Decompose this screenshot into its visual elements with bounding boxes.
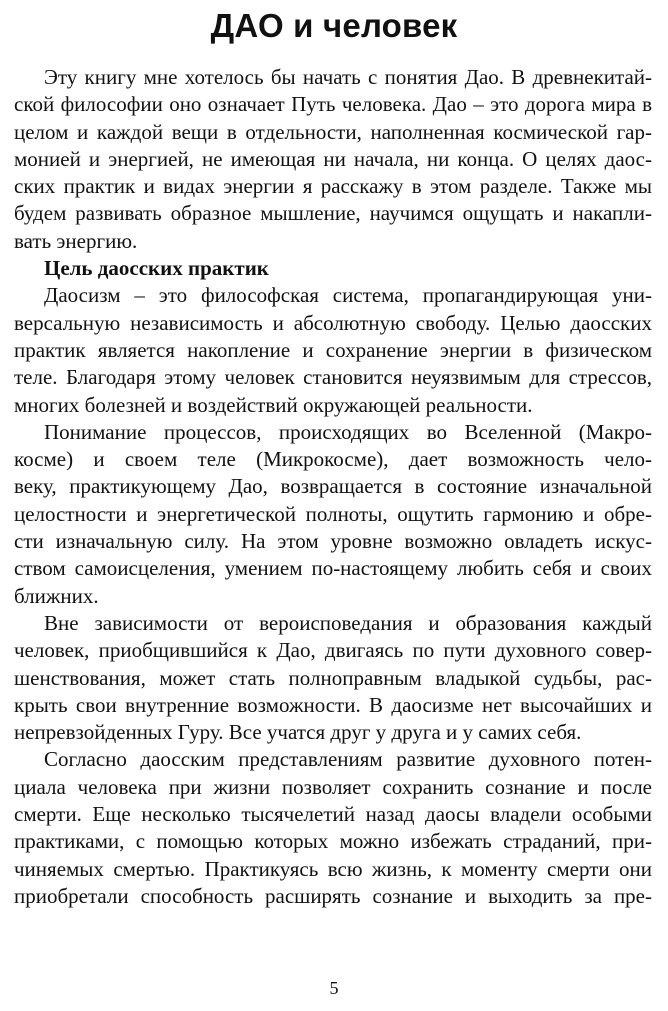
text-line: крыть свои внутренние возможности. В даосизме нет высочайших и <box>14 692 652 717</box>
text-line: Вне зависимости от вероисповедания и образования каждый <box>44 610 652 635</box>
text-line: человек, приобщившийся к Дао, двигаясь по пути духовного совер- <box>14 638 652 663</box>
text-line: Даосизм – это философская система, пропагандирующая уни- <box>44 283 652 308</box>
text-line: вать энергию. <box>14 228 138 253</box>
text-line: будем развивать образное мышление, научимся ощущать и накапли- <box>14 201 652 226</box>
page-number: 5 <box>329 978 339 998</box>
section-heading-text: Цель даосских практик <box>44 256 269 281</box>
text-line: практиками, с помощью которых можно избежать страданий, при- <box>14 829 652 854</box>
text-line: ством самоисцеления, умением по-настоящему любить себя и своих <box>14 556 652 581</box>
paragraph-taoism <box>14 282 652 418</box>
text-line: веку, практикующему Дао, возвращается в состояние изначальной <box>14 474 652 499</box>
text-line: Понимание процессов, происходящих во Вселенной (Макро- <box>44 419 652 444</box>
text-line: приобретали способность расширять сознание и выходить за пре- <box>14 883 652 908</box>
text-line: ближних. <box>14 583 99 608</box>
paragraph-intro <box>14 64 652 255</box>
text-line: Согласно даосским представлениям развитие духовного потен- <box>44 747 652 772</box>
paragraph-spiritual <box>14 746 652 910</box>
text-line: чиняемых смертью. Практикуясь всю жизнь, к моменту смерти они <box>14 856 652 881</box>
section-heading <box>14 255 652 282</box>
text-line: практик является накопление и сохранение энергии в физическом <box>14 337 652 362</box>
text-line: непревзойденных Гуру. Все учатся друг у друга и у самих себя. <box>14 720 582 745</box>
paragraph-religion <box>14 610 652 746</box>
text-line: Эту книгу мне хотелось бы начать с понятия Дао. В древнекитай- <box>44 65 652 89</box>
text-line: шенствования, может стать полноправным владыкой судьбы, рас- <box>14 665 652 690</box>
page-title: ДАО и человек <box>210 7 458 44</box>
text-line: ской философии оно означает Путь человека. Дао – это дорога мира в <box>14 92 652 117</box>
text-line: теле. Благодаря этому человек становится неуязвимым для стрессов, <box>14 365 652 390</box>
paragraph-understanding <box>14 419 652 610</box>
text-line: версальную независимость и абсолютную свободу. Целью даосских <box>14 310 652 335</box>
text-line: ских практик и видах энергии я расскажу в этом разделе. Также мы <box>14 174 652 199</box>
text-line: многих болезней и воздействий окружающей реальности. <box>14 392 533 417</box>
text-line: циала человека при жизни позволяет сохранить сознание и после <box>14 774 652 799</box>
text-line: смерти. Еще несколько тысячелетий назад даосы владели особыми <box>14 802 652 827</box>
body-text <box>14 64 652 910</box>
text-line: целостности и энергетической полноты, ощутить гармонию и обре- <box>14 501 652 526</box>
text-line: монией и энергией, не имеющая ни начала, ни конца. О целях даос- <box>14 146 652 171</box>
text-line: целом и каждой вещи в отдельности, наполненная космической гар- <box>14 119 652 144</box>
text-line: сти изначальную силу. На этом уровне возможно овладеть искус- <box>14 529 652 554</box>
text-line: косме) и своем теле (Микрокосме), дает возможность чело- <box>14 447 652 472</box>
